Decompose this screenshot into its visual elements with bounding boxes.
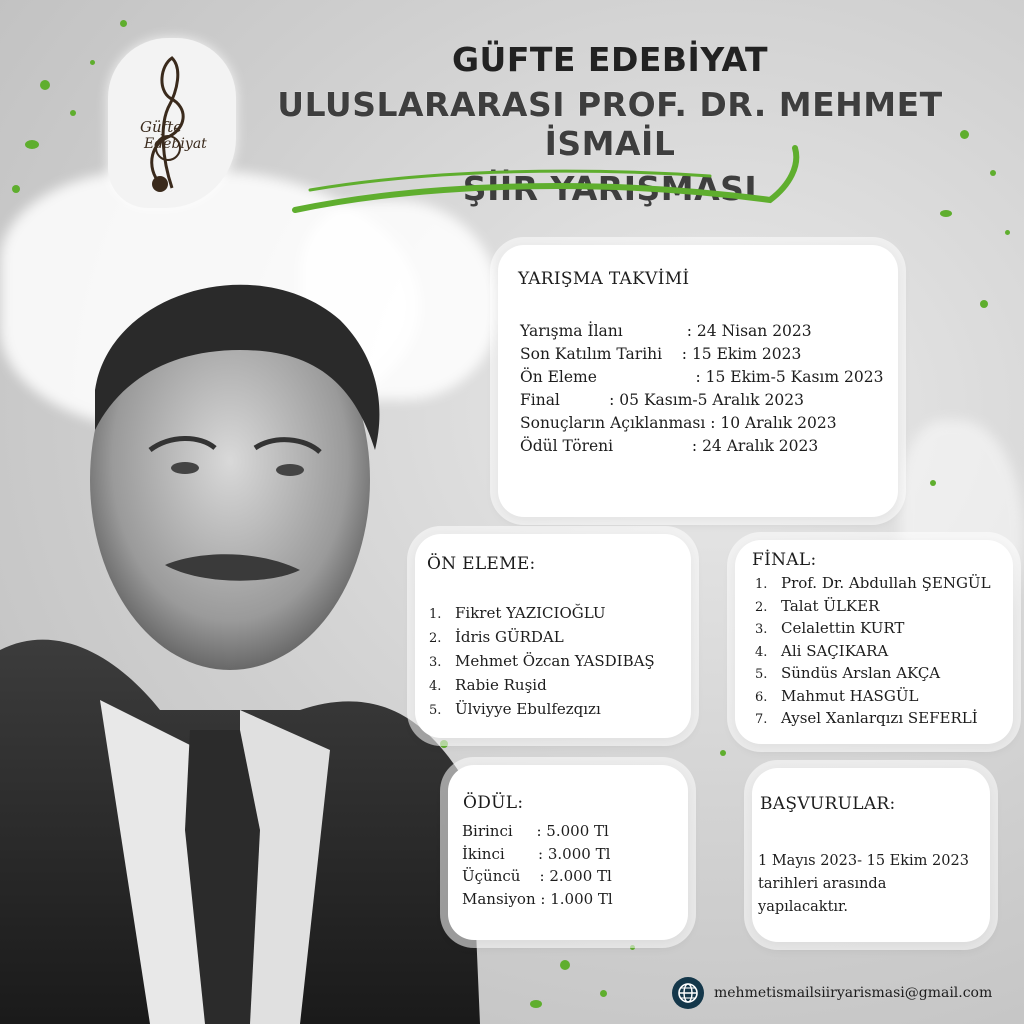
email-text[interactable]: mehmetismailsiiryarismasi@gmail.com — [714, 985, 993, 1001]
logo-text-line2: Edebiyat — [144, 136, 207, 152]
list-number: 4. — [429, 679, 442, 694]
applications-card — [752, 768, 990, 942]
title-line1: GÜFTE EDEBİYAT — [451, 40, 769, 79]
guefte-edebiyat-logo — [108, 38, 236, 208]
list-number: 1. — [755, 577, 768, 592]
list-number: 1. — [429, 607, 442, 622]
jury-name: Celalettin KURT — [781, 619, 905, 637]
list-item — [755, 708, 991, 731]
list-item — [429, 626, 655, 650]
schedule-row: Sonuçların Açıklanması : 10 Aralık 2023 — [520, 414, 837, 432]
prize-card — [448, 765, 688, 940]
final-jury-list — [755, 573, 991, 731]
list-number: 5. — [429, 703, 442, 718]
contact-email[interactable] — [672, 975, 992, 1011]
schedule-row: Ön Eleme : 15 Ekim-5 Kasım 2023 — [520, 368, 884, 386]
list-item — [755, 641, 991, 664]
jury-name: Prof. Dr. Abdullah ŞENGÜL — [781, 574, 991, 592]
applications-heading: BAŞVURULAR: — [760, 794, 896, 814]
competition-schedule-card — [498, 245, 898, 517]
list-item — [429, 650, 655, 674]
list-number: 2. — [429, 631, 442, 646]
preliminary-heading: ÖN ELEME: — [427, 554, 536, 574]
list-item — [429, 674, 655, 698]
schedule-row: Ödül Töreni : 24 Aralık 2023 — [520, 437, 819, 455]
applications-text: 1 Mayıs 2023- 15 Ekim 2023 tarihleri arasında yapılacaktır. — [758, 853, 969, 915]
title-line3: ŞİİR YARIŞMASI — [462, 169, 758, 208]
logo-text-line1: Güfte — [140, 118, 183, 136]
jury-name: Talat ÜLKER — [781, 596, 880, 615]
jury-name: Rabie Ruşid — [455, 676, 547, 694]
portrait-image — [0, 230, 480, 1024]
prize-row: Birinci : 5.000 Tl — [462, 822, 609, 840]
title-line2: ULUSLARARASI PROF. DR. MEHMET İSMAİL — [277, 85, 943, 163]
schedule-rows — [520, 320, 883, 458]
list-number: 5. — [755, 667, 768, 682]
list-item — [429, 602, 655, 626]
jury-name: Mahmut HASGÜL — [781, 686, 919, 705]
jury-name: Fikret YAZICIOĞLU — [455, 604, 606, 622]
jury-name: Mehmet Özcan YASDIBAŞ — [455, 652, 655, 670]
jury-name: İdris GÜRDAL — [455, 628, 564, 646]
schedule-row: Final : 05 Kasım-5 Aralık 2023 — [520, 391, 804, 409]
preliminary-jury-list — [429, 602, 655, 722]
prize-heading: ÖDÜL: — [463, 793, 524, 813]
jury-name: Aysel Xanlarqızı SEFERLİ — [781, 709, 978, 727]
list-item — [429, 698, 655, 722]
schedule-heading: YARIŞMA TAKVİMİ — [518, 269, 690, 289]
list-number: 6. — [755, 689, 768, 705]
schedule-row: Yarışma İlanı : 24 Nisan 2023 — [520, 322, 812, 340]
preliminary-jury-card — [415, 534, 691, 738]
list-number: 2. — [755, 599, 768, 615]
list-item — [755, 618, 991, 641]
list-item — [755, 686, 991, 709]
list-item — [755, 596, 991, 619]
list-number: 3. — [755, 622, 768, 637]
final-jury-card — [735, 540, 1013, 744]
prize-row: Üçüncü : 2.000 Tl — [462, 867, 612, 885]
list-item — [755, 663, 991, 686]
jury-name: Ali SAÇIKARA — [781, 641, 889, 660]
list-item — [755, 573, 991, 596]
prize-row: Mansiyon : 1.000 Tl — [462, 889, 613, 908]
list-number: 3. — [429, 655, 442, 670]
prize-row: İkinci : 3.000 Tl — [462, 844, 611, 863]
green-swoosh-decoration — [290, 140, 810, 220]
list-number: 4. — [755, 644, 768, 660]
globe-icon — [672, 977, 704, 1009]
jury-name: Sündüs Arslan AKÇA — [781, 664, 941, 682]
final-heading: FİNAL: — [752, 550, 817, 570]
prize-rows — [462, 820, 613, 910]
schedule-row: Son Katılım Tarihi : 15 Ekim 2023 — [520, 345, 802, 363]
jury-name: Ülviyye Ebulfezqızı — [455, 700, 601, 718]
list-number: 7. — [755, 712, 768, 727]
